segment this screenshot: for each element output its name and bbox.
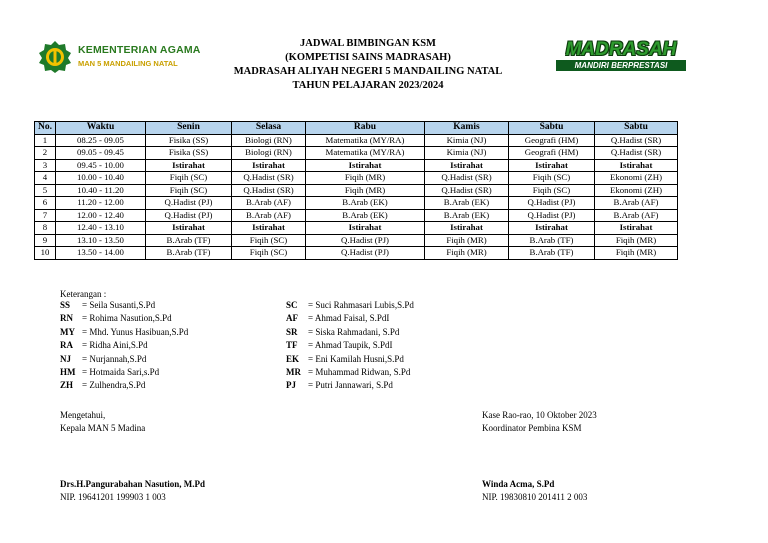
- subject-cell: Fiqih (SC): [146, 184, 232, 197]
- kemenag-emblem-icon: [38, 40, 72, 74]
- legend-code: MY: [60, 326, 75, 337]
- legend-teacher-name: = Ahmad Taupik, S.PdI: [308, 340, 393, 351]
- subject-cell: B.Arab (AF): [232, 197, 306, 210]
- legend-code: EK: [286, 353, 300, 364]
- legend-code: NJ: [60, 353, 71, 364]
- legend-item: [286, 353, 414, 366]
- subject-cell: B.Arab (EK): [425, 209, 509, 222]
- kemenag-subtitle: MAN 5 MANDAILING NATAL: [78, 59, 178, 68]
- time-cell: 10.40 - 11.20: [56, 184, 146, 197]
- subject-cell: Q.Hadist (PJ): [306, 247, 425, 260]
- legend-code: SC: [286, 300, 298, 310]
- subject-cell: Istirahat: [595, 159, 678, 172]
- row-number-cell: 10: [35, 247, 56, 260]
- time-cell: 11.20 - 12.00: [56, 197, 146, 210]
- column-header: No.: [35, 122, 56, 135]
- legend-code: SR: [286, 326, 298, 337]
- legend-left-column: [60, 299, 188, 393]
- subject-cell: Istirahat: [232, 159, 306, 172]
- subject-cell: Matematika (MY/RA): [306, 134, 425, 147]
- column-header: Kamis: [425, 122, 509, 135]
- subject-cell: Kimia (NJ): [425, 134, 509, 147]
- column-header: Sabtu: [509, 122, 595, 135]
- row-number-cell: 7: [35, 209, 56, 222]
- signature-right-nip: NIP. 19830810 201411 2 003: [482, 492, 588, 502]
- legend-teacher-name: = Hotmaida Sari,s.Pd: [82, 367, 160, 378]
- subject-cell: Q.Hadist (SR): [425, 184, 509, 197]
- legend-code: RN: [60, 313, 73, 324]
- madrasah-logo-title: MADRASAH: [565, 39, 677, 60]
- subject-cell: Biologi (RN): [232, 134, 306, 147]
- time-cell: 09.45 - 10.00: [56, 159, 146, 172]
- legend-code: TF: [286, 340, 298, 351]
- subject-cell: Istirahat: [306, 159, 425, 172]
- subject-cell: Fiqih (SC): [509, 184, 595, 197]
- table-header-row: [35, 122, 678, 135]
- row-number-cell: 1: [35, 134, 56, 147]
- subject-cell: Istirahat: [306, 222, 425, 235]
- legend-teacher-name: = Zulhendra,S.Pd: [82, 380, 146, 391]
- signature-left-nip: NIP. 19641201 199903 1 003: [60, 492, 166, 502]
- subject-cell: Istirahat: [146, 222, 232, 235]
- legend-teacher-name: = Rohima Nasution,S.Pd: [82, 313, 172, 324]
- time-cell: 09.05 - 09.45: [56, 147, 146, 160]
- legend-item: [286, 339, 414, 352]
- legend-right-column: [286, 299, 414, 393]
- signature-right-line-1: Kase Rao-rao, 10 Oktober 2023: [482, 410, 597, 420]
- table-row: [35, 134, 678, 147]
- header-line-3: MADRASAH ALIYAH NEGERI 5 MANDAILING NATAL: [233, 66, 503, 77]
- subject-cell: Q.Hadist (PJ): [146, 197, 232, 210]
- legend-item: [286, 326, 414, 339]
- subject-cell: Fiqih (SC): [232, 247, 306, 260]
- subject-cell: Istirahat: [509, 222, 595, 235]
- signature-left-line-2: Kepala MAN 5 Madina: [60, 423, 146, 433]
- table-row: [35, 159, 678, 172]
- schedule-table: [34, 121, 678, 260]
- subject-cell: Fisika (SS): [146, 134, 232, 147]
- subject-cell: Fiqih (SC): [509, 172, 595, 185]
- time-cell: 12.00 - 12.40: [56, 209, 146, 222]
- kemenag-title: KEMENTERIAN AGAMA: [78, 44, 201, 56]
- subject-cell: Q.Hadist (SR): [595, 134, 678, 147]
- row-number-cell: 5: [35, 184, 56, 197]
- legend-item: [60, 339, 188, 352]
- subject-cell: B.Arab (AF): [595, 209, 678, 222]
- signature-right-name-block: [482, 478, 587, 504]
- legend-item: [60, 366, 188, 379]
- legend-code: HM: [60, 367, 76, 378]
- legend-title: Keterangan :: [60, 289, 107, 299]
- header-line-2: (KOMPETISI SAINS MADRASAH): [285, 52, 451, 63]
- subject-cell: Ekonomi (ZH): [595, 184, 678, 197]
- subject-cell: B.Arab (TF): [146, 247, 232, 260]
- signature-right: [482, 409, 597, 435]
- legend-teacher-name: = Nurjannah,S.Pd: [82, 353, 147, 364]
- madrasah-logo-tagline: MANDIRI BERPRESTASI: [556, 60, 686, 71]
- legend-code: SS: [60, 300, 71, 310]
- signature-left: [60, 409, 145, 435]
- row-number-cell: 6: [35, 197, 56, 210]
- time-cell: 12.40 - 13.10: [56, 222, 146, 235]
- header-line-4: TAHUN PELAJARAN 2023/2024: [292, 80, 444, 91]
- subject-cell: Matematika (MY/RA): [306, 147, 425, 160]
- legend-item: [60, 379, 188, 392]
- subject-cell: Istirahat: [595, 222, 678, 235]
- subject-cell: Biologi (RN): [232, 147, 306, 160]
- subject-cell: Fiqih (MR): [306, 172, 425, 185]
- kemenag-logo: [38, 40, 201, 76]
- subject-cell: Istirahat: [232, 222, 306, 235]
- legend-teacher-name: = Muhammad Ridwan, S.Pd: [308, 367, 411, 378]
- row-number-cell: 4: [35, 172, 56, 185]
- legend-code: MR: [286, 367, 301, 378]
- legend-item: [60, 312, 188, 325]
- subject-cell: Q.Hadist (SR): [232, 184, 306, 197]
- subject-cell: Q.Hadist (SR): [595, 147, 678, 160]
- table-row: [35, 209, 678, 222]
- subject-cell: Q.Hadist (PJ): [509, 209, 595, 222]
- subject-cell: B.Arab (TF): [509, 247, 595, 260]
- legend-teacher-name: = Siska Rahmadani, S.Pd: [308, 326, 400, 337]
- legend-teacher-name: = Mhd. Yunus Hasibuan,S.Pd: [82, 326, 189, 337]
- legend-code: RA: [60, 340, 73, 351]
- legend-teacher-name: = Ridha Aini,S.Pd: [82, 340, 148, 351]
- signature-right-name: Winda Acma, S.Pd: [482, 479, 555, 489]
- subject-cell: Fiqih (MR): [425, 247, 509, 260]
- subject-cell: Q.Hadist (SR): [232, 172, 306, 185]
- signature-left-name: Drs.H.Pangurabahan Nasution, M.Pd: [60, 479, 206, 489]
- time-cell: 13.50 - 14.00: [56, 247, 146, 260]
- subject-cell: Istirahat: [146, 159, 232, 172]
- row-number-cell: 8: [35, 222, 56, 235]
- subject-cell: Kimia (NJ): [425, 147, 509, 160]
- subject-cell: Q.Hadist (PJ): [306, 234, 425, 247]
- subject-cell: Q.Hadist (SR): [425, 172, 509, 185]
- time-cell: 10.00 - 10.40: [56, 172, 146, 185]
- legend-code: PJ: [286, 380, 296, 391]
- signature-left-line-1: Mengetahui,: [60, 410, 106, 420]
- column-header: Waktu: [56, 122, 146, 135]
- legend-teacher-name: = Ahmad Faisal, S.PdI: [308, 313, 390, 324]
- table-row: [35, 147, 678, 160]
- column-header: Rabu: [306, 122, 425, 135]
- table-row: [35, 234, 678, 247]
- legend-teacher-name: = Seila Susanti,S.Pd: [82, 300, 156, 310]
- subject-cell: B.Arab (TF): [146, 234, 232, 247]
- subject-cell: Fiqih (MR): [595, 234, 678, 247]
- header-line-1: JADWAL BIMBINGAN KSM: [300, 38, 436, 49]
- subject-cell: Fiqih (MR): [425, 234, 509, 247]
- legend-item: [286, 312, 414, 325]
- subject-cell: Istirahat: [425, 222, 509, 235]
- table-row: [35, 184, 678, 197]
- subject-cell: B.Arab (AF): [595, 197, 678, 210]
- time-cell: 08.25 - 09.05: [56, 134, 146, 147]
- subject-cell: B.Arab (EK): [306, 209, 425, 222]
- legend-item: [60, 326, 188, 339]
- legend-item: [60, 353, 188, 366]
- subject-cell: Fisika (SS): [146, 147, 232, 160]
- subject-cell: Fiqih (SC): [146, 172, 232, 185]
- legend-item: [60, 299, 188, 312]
- subject-cell: B.Arab (EK): [306, 197, 425, 210]
- column-header: Senin: [146, 122, 232, 135]
- subject-cell: Q.Hadist (PJ): [509, 197, 595, 210]
- table-row: [35, 197, 678, 210]
- subject-cell: B.Arab (AF): [232, 209, 306, 222]
- subject-cell: Istirahat: [425, 159, 509, 172]
- document-header: [200, 37, 536, 93]
- table-row: [35, 247, 678, 260]
- subject-cell: Geografi (HM): [509, 134, 595, 147]
- subject-cell: Fiqih (MR): [595, 247, 678, 260]
- legend-item: [286, 379, 414, 392]
- legend-code: AF: [286, 313, 298, 324]
- legend-teacher-name: = Putri Jannawari, S.Pd: [308, 380, 393, 391]
- subject-cell: Istirahat: [509, 159, 595, 172]
- signature-left-name-block: [60, 478, 205, 504]
- row-number-cell: 9: [35, 234, 56, 247]
- madrasah-logo: [554, 40, 688, 72]
- legend-item: [286, 299, 414, 312]
- column-header: Selasa: [232, 122, 306, 135]
- signature-right-line-2: Koordinator Pembina KSM: [482, 423, 582, 433]
- time-cell: 13.10 - 13.50: [56, 234, 146, 247]
- legend-item: [286, 366, 414, 379]
- subject-cell: Fiqih (SC): [232, 234, 306, 247]
- legend-code: ZH: [60, 380, 74, 391]
- subject-cell: Q.Hadist (PJ): [146, 209, 232, 222]
- subject-cell: Fiqih (MR): [306, 184, 425, 197]
- subject-cell: B.Arab (EK): [425, 197, 509, 210]
- subject-cell: B.Arab (TF): [509, 234, 595, 247]
- column-header: Sabtu: [595, 122, 678, 135]
- table-row: [35, 172, 678, 185]
- row-number-cell: 2: [35, 147, 56, 160]
- legend-teacher-name: = Suci Rahmasari Lubis,S.Pd: [308, 300, 414, 310]
- table-row: [35, 222, 678, 235]
- subject-cell: Geografi (HM): [509, 147, 595, 160]
- row-number-cell: 3: [35, 159, 56, 172]
- subject-cell: Ekonomi (ZH): [595, 172, 678, 185]
- legend-teacher-name: = Eni Kamilah Husni,S.Pd: [308, 353, 404, 364]
